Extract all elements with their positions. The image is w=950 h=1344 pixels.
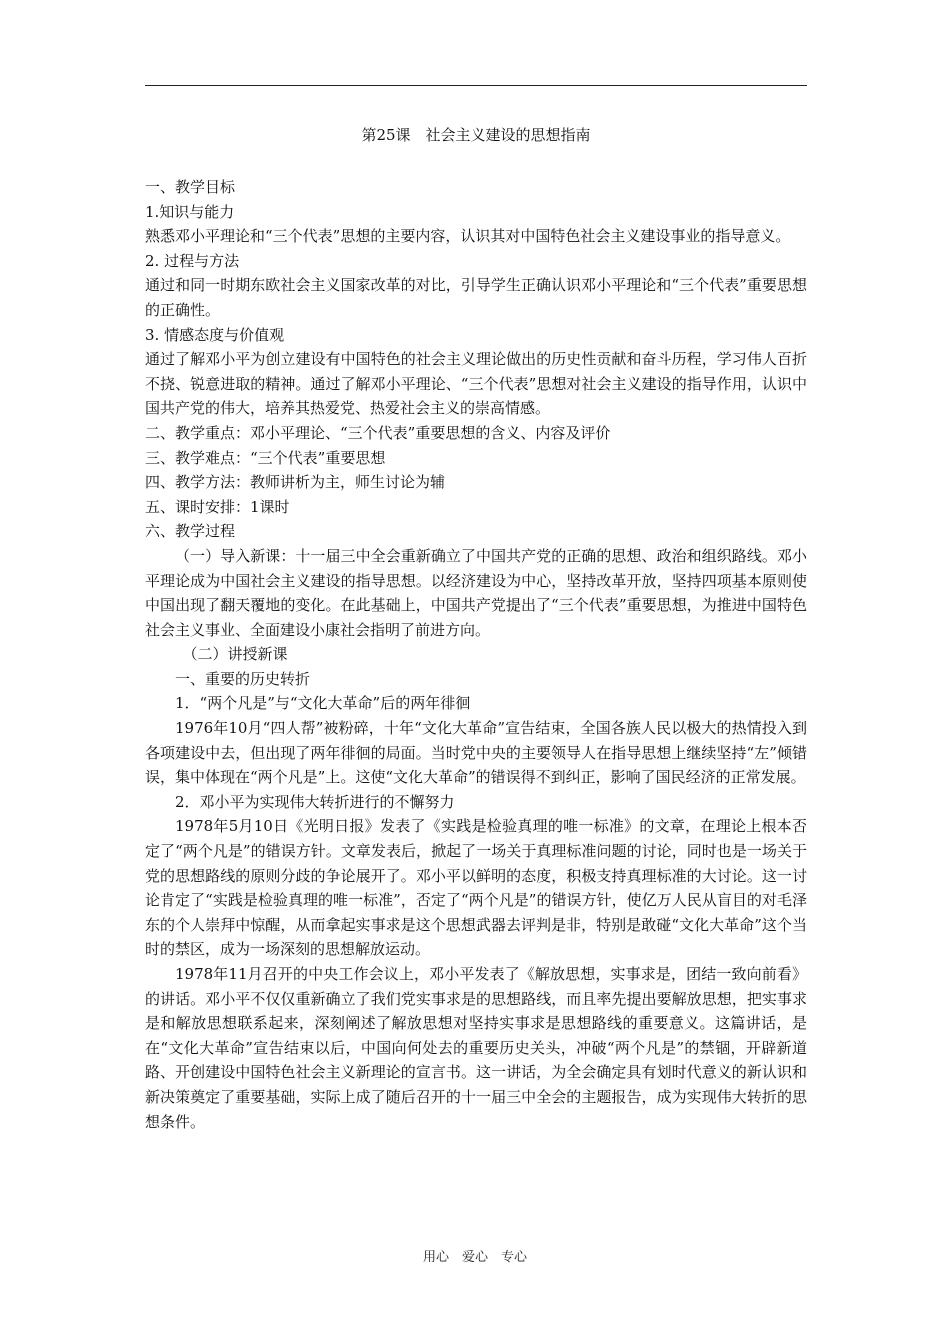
section-difficulties: 三、教学难点：“三个代表”重要思想 [145,448,386,467]
paragraph-1978-nov: 1978年11月召开的中央工作会议上，邓小平发表了《解放思想，实事求是，团结一致向前看》的讲话。邓小平不仅仅重新确立了我们党实事求是的思想路线，而且率先提出要解放思想，把实事求是和解放思想联系起来，深刻阐述了解放思想对坚持实事求是思想路线的重要意义。这篇讲话，是在“文化大革命”宣告结束以后，中国向何处去的重要历史关头，冲破“两个凡是”的禁锢，开辟新道路、开创建设中国特色社会主义新理论的宣言书。这一讲话，为全会确定具有划时代意义的新认识和新决策奠定了重要基础，实际上成了随后召开的十一届三中全会的主题报告，成为实现伟大转折的思想条件。 [145,965,807,1131]
subheading-turning-point: 一、重要的历史转折 [175,669,311,688]
paragraph-intro: （一）导入新课：十一届三中全会重新确立了中国共产党的正确的思想、政治和组织路线。邓小平理论成为中国社会主义建设的指导思想。以经济建设为中心，坚持改革开放，坚持四项基本原则使中国出现了翻天覆地的变化。在此基础上，中国共产党提出了“三个代表”重要思想，为推进中国特色社会主义事业、全面建设小康社会指明了前进方向。 [145,546,807,639]
subheading-process: 2. 过程与方法 [145,251,240,270]
document-body [145,123,807,1134]
paragraph-knowledge: 熟悉邓小平理论和“三个代表”思想的主要内容，认识其对中国特色社会主义建设事业的指导意义。 [145,227,791,246]
subheading-deng-efforts: 2．邓小平为实现伟大转折进行的不懈努力 [175,792,455,811]
section-schedule: 五、课时安排：1课时 [145,497,290,516]
header-rule [145,85,807,86]
subheading-new-lesson: （二）讲授新课 [182,645,288,664]
section-methods: 四、教学方法：教师讲析为主，师生讨论为辅 [145,473,446,492]
section-key-points: 二、教学重点：邓小平理论、“三个代表”重要思想的含义、内容及评价 [145,423,611,442]
paragraph-process: 通过和同一时期东欧社会主义国家改革的对比，引导学生正确认识邓小平理论和“三个代表”重要思想的正确性。 [145,276,807,319]
paragraph-1978-may: 1978年5月10日《光明日报》发表了《实践是检验真理的唯一标准》的文章，在理论上根本否定了“两个凡是”的错误方针。文章发表后，掀起了一场关于真理标准问题的讨论，同时也是一场关于党的思想路线的原则分歧的争论展开了。邓小平以鲜明的态度，积极支持真理标准的大讨论。这一讨论肯定了“实践是检验真理的唯一标准”，否定了“两个凡是”的错误方针，使亿万人民从盲目的对毛泽东的个人崇拜中惊醒，从而拿起实事求是这个思想武器去评判是非，特别是敢碰“文化大革命”这个当时的禁区，成为一场深刻的思想解放运动。 [145,817,807,959]
paragraph-1976: 1976年10月“四人帮”被粉碎，十年“文化大革命”宣告结束，全国各族人民以极大的热情投入到各项建设中去，但出现了两年徘徊的局面。当时党中央的主要领导人在指导思想上继续坚持“左”倾错误，集中体现在“两个凡是”上。这使“文化大革命”的错误得不到纠正，影响了国民经济的正常发展。 [145,719,807,787]
subheading-knowledge: 1.知识与能力 [145,202,235,221]
lesson-title: 第25课 社会主义建设的思想指南 [361,126,591,144]
section-heading-objectives: 一、教学目标 [145,178,236,196]
paragraph-attitude: 通过了解邓小平为创立建设有中国特色的社会主义理论做出的历史性贡献和奋斗历程，学习伟人百折不挠、锐意进取的精神。通过了解邓小平理论、“三个代表”思想对社会主义建设的指导作用，认识中国共产党的伟大，培养其热爱党、热爱社会主义的崇高情感。 [145,350,807,418]
page-footer: 用心 爱心 专心 [422,1250,527,1265]
subheading-attitude: 3. 情感态度与价值观 [145,325,285,344]
subheading-two-whatevers: 1．“两个凡是”与“文化大革命”后的两年徘徊 [175,694,471,713]
section-process-heading: 六、教学过程 [145,522,236,541]
